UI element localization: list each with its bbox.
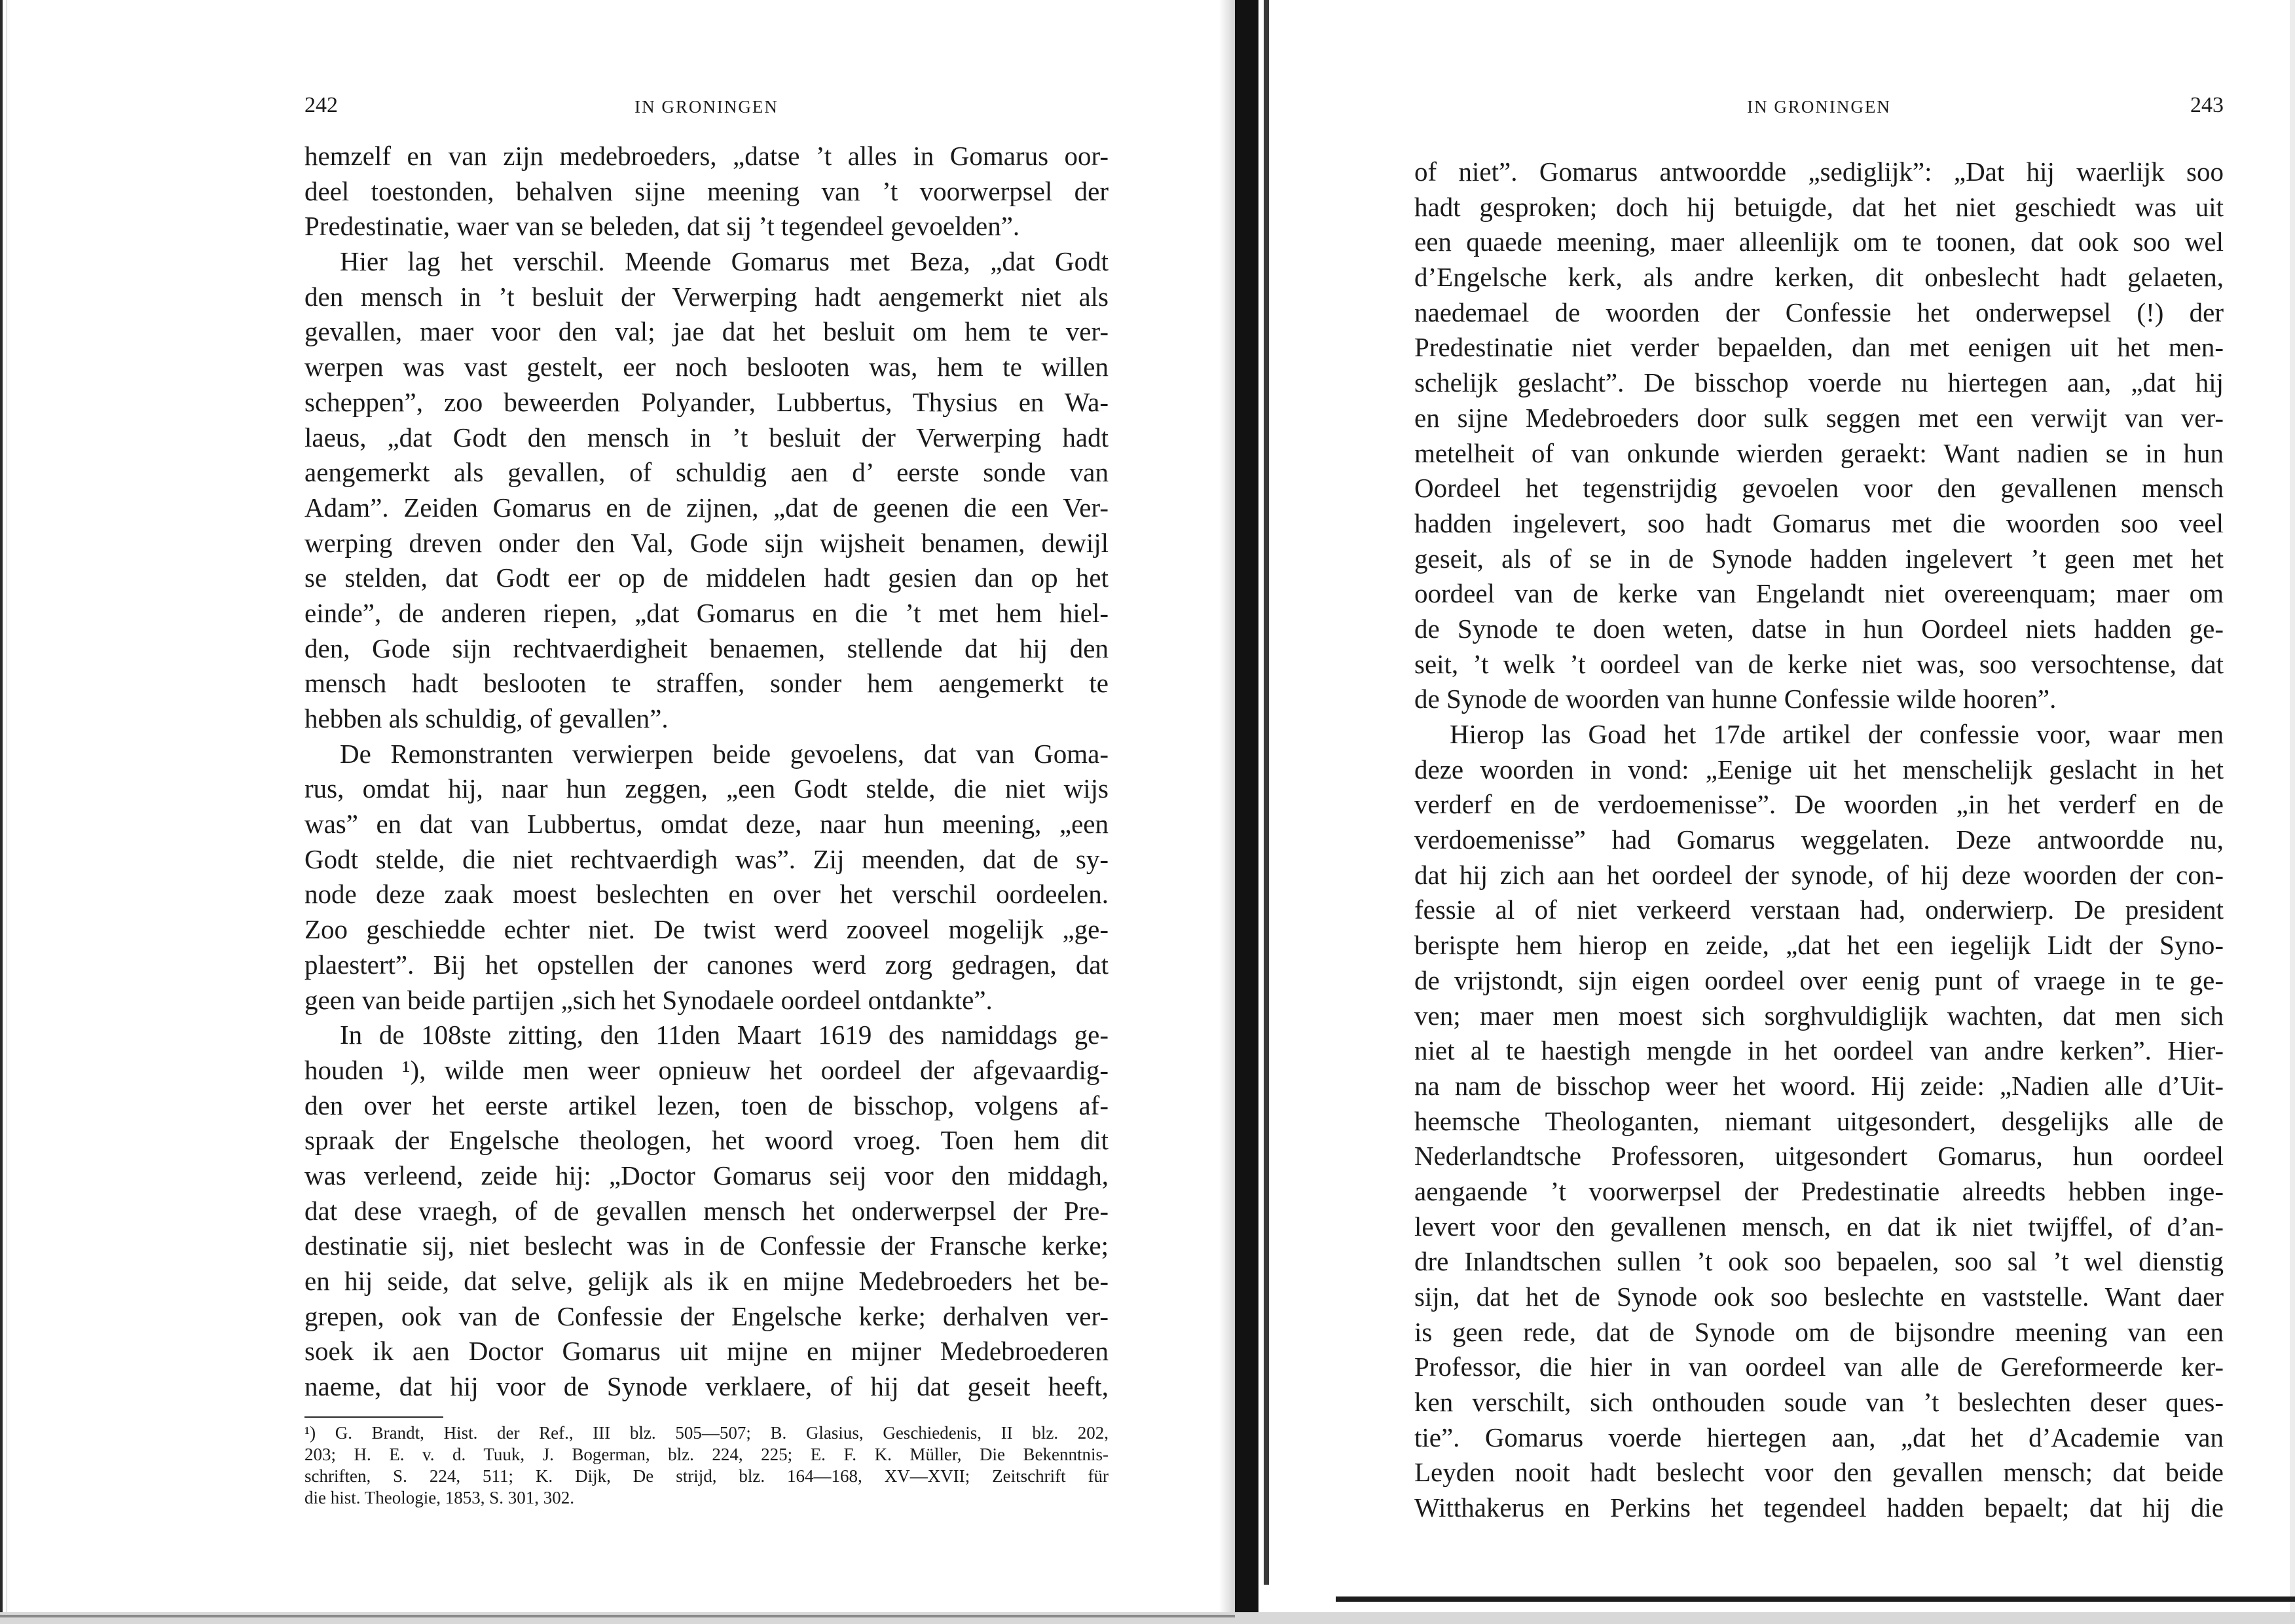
footnote-line: schriften, S. 224, 511; K. Dijk, De strijd, blz. 164—168, XV—XVII; Zeitschrift für <box>304 1466 1109 1486</box>
text-line: dre Inlandtschen sullen ’t ook soo bepaelen, soo sal ’t wel dienstig <box>1414 1246 2224 1277</box>
text-line: en hij seide, dat selve, gelijk als ik en mijne Medebroeders het be- <box>304 1266 1109 1296</box>
text-line: Predestinatie niet verder bepaelden, dan met eenigen uit het men- <box>1414 332 2224 363</box>
text-line: de Synode de woorden van hunne Confessie wilde hooren”. <box>1414 684 2057 714</box>
running-head: IN GRONINGEN <box>634 97 779 117</box>
left-page <box>304 0 1109 1572</box>
footnote-line: 203; H. E. v. d. Tuuk, J. Bogerman, blz. 224, 225; E. F. K. Müller, Die Bekenntnis- <box>304 1445 1109 1464</box>
text-line: oordeel van de kerke van Engelandt niet overeenquam; maer om <box>1414 578 2224 609</box>
text-line: Nederlandtsche Professoren, uitgesondert Gomarus, hun oordeel <box>1414 1141 2224 1172</box>
scan-bottom-band <box>0 1612 2295 1624</box>
text-line: se stelden, dat Godt eer op de middelen hadt gesien dan op het <box>304 563 1109 593</box>
text-line: rus, omdat hij, naar hun zeggen, „een Godt stelde, die niet wijs <box>304 773 1109 804</box>
text-line: Professor, die hier in van oordeel van alle de Gereformeerde ker- <box>1414 1352 2224 1382</box>
footnote-rule <box>304 1416 443 1418</box>
text-line: tie”. Gomarus voerde hiertegen aan, „dat het d’Academie van <box>1414 1422 2224 1452</box>
text-line: Adam”. Zeiden Gomarus en de zijnen, „dat de geenen die een Ver- <box>304 492 1109 523</box>
text-line: werpen was vast gestelt, eer noch beslooten was, hem te willen <box>304 352 1109 382</box>
text-line: gevallen, maer voor den val; jae dat het besluit om hem te ver- <box>304 316 1109 347</box>
text-line: of niet”. Gomarus antwoordde „sediglijk”: „Dat hij waerlijk soo <box>1414 157 2224 187</box>
book-gutter-edge <box>1264 0 1269 1585</box>
text-line: schelijk geslacht”. De bisschop voerde nu hiertegen aan, „dat hij <box>1414 367 2224 398</box>
text-line: ken verschilt, sich onthouden soude van ’t beslechten deser ques- <box>1414 1387 2224 1418</box>
text-line: Witthakerus en Perkins het tegendeel hadden bepaelt; dat hij die <box>1414 1492 2224 1523</box>
gutter-shadow <box>1219 0 1235 1624</box>
text-line: dat hij zich aan het oordeel der synode, of hij deze woorden der con- <box>1414 859 2224 890</box>
text-line: naedemael de woorden der Confessie het onderwepsel (!) der <box>1414 297 2224 327</box>
text-line: hemzelf en van zijn medebroeders, „datse ’t alles in Gomarus oor- <box>304 141 1109 171</box>
right-page-text <box>1414 155 2224 1526</box>
text-line: d’Engelsche kerk, als andre kerken, dit onbeslecht hadt gelaeten, <box>1414 262 2224 293</box>
text-line: niet al te haestigh mengde in het oordeel van andre kerken”. Hier- <box>1414 1035 2224 1066</box>
text-line: verdoemenisse” had Gomarus weggelaten. Deze antwoordde nu, <box>1414 824 2224 855</box>
text-line: soek ik aen Doctor Gomarus uit mijne en mijner Medebroederen <box>304 1336 1109 1367</box>
text-line: aengaende ’t voorwerpsel der Predestinatie alreedts hebben inge- <box>1414 1175 2224 1206</box>
text-line: na nam de bisschop weer het woord. Hij zeide: „Nadien alle d’Uit- <box>1414 1070 2224 1101</box>
text-line: den, Gode sijn rechtvaerdigheit benaemen, stellende dat hij den <box>304 633 1109 663</box>
text-line: ven; maer men moest sich sorghvuldiglijk wachten, dat men sich <box>1414 1000 2224 1031</box>
text-line: levert voor den gevallenen mensch, en dat ik niet twijffel, of d’an- <box>1414 1211 2224 1242</box>
text-line: was verleend, zeide hij: „Doctor Gomarus seij voor den middagh, <box>304 1160 1109 1190</box>
text-line: hadden ingelevert, soo hadt Gomarus met die woorden soo veel <box>1414 507 2224 538</box>
text-line: berispte hem hierop en zeide, „dat het een iegelijk Lidt der Syno- <box>1414 930 2224 961</box>
text-line: heemsche Theologanten, niemant uitgesondert, desgelijks alle de <box>1414 1105 2224 1136</box>
text-line: naeme, dat hij voor de Synode verklaere, of hij dat geseit heeft, <box>304 1371 1109 1402</box>
text-line: Hier lag het verschil. Meende Gomarus met Beza, „dat Godt <box>340 246 1109 277</box>
text-line: Predestinatie, waer van se beleden, dat sij ’t tegendeel gevoelden”. <box>304 211 1020 242</box>
left-page-header <box>304 93 1109 123</box>
text-line: een quaede meening, maer alleenlijk om te toonen, dat ook soo wel <box>1414 227 2224 257</box>
text-line: grepen, ook van de Confessie der Engelsche kerke; derhalven ver- <box>304 1301 1109 1331</box>
text-line: metelheit of van onkunde wierden geraekt: Want nadien se in hun <box>1414 437 2224 468</box>
text-line: Zoo geschiedde echter niet. De twist werd zooveel mogelijk „ge- <box>304 914 1109 945</box>
text-line: fessie al of niet verkeerd verstaan had, onderwierp. De president <box>1414 895 2224 925</box>
text-line: node deze zaak moest beslechten en over het verschil oordeelen. <box>304 879 1109 910</box>
text-line: de Synode te doen weten, datse in hun Oordeel niets hadden ge- <box>1414 613 2224 644</box>
text-line: en sijne Medebroeders door sulk seggen met een verwijt van ver- <box>1414 402 2224 433</box>
text-line: den mensch in ’t besluit der Verwerping hadt aengemerkt niet als <box>304 281 1109 312</box>
text-line: aengemerkt als gevallen, of schuldig aen d’ eerste sonde van <box>304 457 1109 488</box>
running-head: IN GRONINGEN <box>1747 97 1891 117</box>
text-line: geen van beide partijen „sich het Synodaele oordeel ontdankte”. <box>304 984 993 1015</box>
text-line: de vrijstondt, sijn eigen oordeel over eenig punt of vraege in te ge- <box>1414 965 2224 995</box>
text-line: In de 108ste zitting, den 11den Maart 1619 des namiddags ge- <box>340 1020 1109 1050</box>
footnote-line: ¹) G. Brandt, Hist. der Ref., III blz. 505—507; B. Glasius, Geschiedenis, II blz. 202, <box>304 1423 1109 1443</box>
text-line: Godt stelde, die niet rechtvaerdigh was”. Zij meenden, dat de sy- <box>304 843 1109 874</box>
text-line: verderf en de verdoemenisse”. De woorden „in het verderf en de <box>1414 789 2224 820</box>
right-page <box>1414 0 2224 1572</box>
page-number: 242 <box>304 93 338 117</box>
text-line: laeus, „dat Godt den mensch in ’t besluit der Verwerping hadt <box>304 422 1109 452</box>
page-bottom-edge-left <box>0 1615 1235 1617</box>
text-line: werping dreven onder den Val, Gode sijn wijsheit benamen, dewijl <box>304 527 1109 558</box>
scan-edge-right <box>2290 0 2295 1624</box>
text-line: scheppen”, zoo beweerden Polyander, Lubbertus, Thysius en Wa- <box>304 386 1109 417</box>
text-line: spraak der Engelsche theologen, het woord vroeg. Toen hem dit <box>304 1125 1109 1156</box>
text-line: den over het eerste artikel lezen, toen de bisschop, volgens af- <box>304 1090 1109 1120</box>
text-line: deel toestonden, behalven sijne meening van ’t voorwerpsel der <box>304 175 1109 206</box>
page-bottom-edge-right <box>1336 1596 2295 1602</box>
text-line: destinatie sij, niet beslecht was in de Confessie der Fransche kerke; <box>304 1230 1109 1261</box>
right-page-header <box>1414 93 2224 123</box>
left-page-text <box>304 139 1109 1405</box>
page-number: 243 <box>2190 93 2224 117</box>
text-line: plaestert”. Bij het opstellen der canones werd zorg gedragen, dat <box>304 949 1109 980</box>
text-line: hadt gesproken; doch hij betuigde, dat het niet geschiedt was uit <box>1414 191 2224 222</box>
text-line: houden ¹), wilde men weer opnieuw het oordeel der afgevaardig- <box>304 1054 1109 1085</box>
text-line: Leyden nooit hadt beslecht voor den gevallen mensch; dat beide <box>1414 1457 2224 1488</box>
footnote-line: die hist. Theologie, 1853, S. 301, 302. <box>304 1488 574 1507</box>
text-line: De Remonstranten verwierpen beide gevoelens, dat van Goma- <box>340 738 1109 769</box>
book-gutter <box>1235 0 1258 1624</box>
text-line: mensch hadt beslooten te straffen, sonder hem aengemerkt te <box>304 668 1109 699</box>
scan-edge-left <box>0 0 3 1624</box>
text-line: Oordeel het tegenstrijdig gevoelen voor den gevallenen mensch <box>1414 473 2224 504</box>
text-line: dat dese vraegh, of de gevallen mensch het onderwerpsel der Pre- <box>304 1195 1109 1226</box>
footnotes <box>304 1422 1109 1509</box>
text-line: Hierop las Goad het 17de artikel der confessie voor, waar men <box>1450 719 2224 749</box>
text-line: was” en dat van Lubbertus, omdat deze, naar hun meening, „een <box>304 809 1109 840</box>
text-line: is geen rede, dat de Synode om de bijsondre meening van een <box>1414 1316 2224 1347</box>
text-line: sijn, dat het de Synode ook soo beslechte en vaststelle. Want daer <box>1414 1282 2224 1312</box>
text-line: hebben als schuldig, of gevallen”. <box>304 703 669 733</box>
text-line: einde”, de anderen riepen, „dat Gomarus en die ’t met hem hiel- <box>304 597 1109 628</box>
text-line: deze woorden in vond: „Eenige uit het menschelijk geslacht in het <box>1414 754 2224 784</box>
text-line: geseit, als of se in de Synode hadden ingelevert ’t geen met het <box>1414 543 2224 574</box>
text-line: seit, ’t welk ’t oordeel van de kerke niet was, soo versochtense, dat <box>1414 648 2224 679</box>
